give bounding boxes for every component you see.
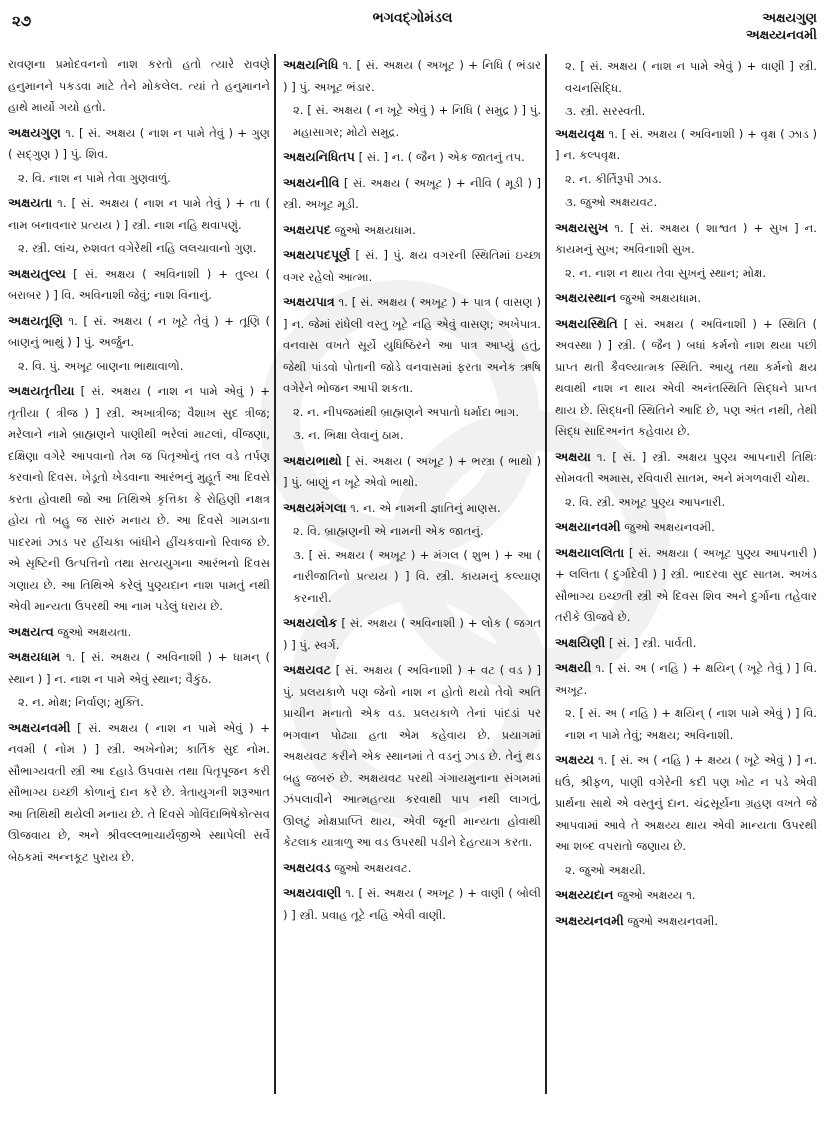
dictionary-entry — [555, 217, 817, 285]
headword: અક્ષયતૃતીયા — [8, 383, 75, 398]
sense-text: [ સં. અક્ષય ( નાશ ન પામે એવું ) + તૃતીયા ( ત્રીજ ) ] સ્ત્રી. અખાત્રીજ; વૈશાખ સુદ ત્રીજ; મરેલાને નામે બ્રાહ્મણને પાણીથી ભરેલાં માટલાં, વીંજણા, દક્ષિણા વગેરે આપવાનો તેમ જ પિતૃઓનું તલ વડે તર્પણ કરવાનો દિવસ. ખેડૂતો ખેડવાના આરંભનું મુહૂર્ત આ દિવસે કરતા હોવાથી જો આ તિથિએ કૃત્તિકા કે રોહિણી નક્ષત્ર હોય તો બહુ જ સારું મનાય છે. આ દિવસે ગામડાના પાદરમાં ઝાડ પર હીંચકા બાંધીને હીંચકવાનો રિવાજ છે. એ સૃષ્ટિની ઉત્પત્તિનો તથા સત્યયુગના આરંભનો દિવસ ગણાય છે. આ તિથિએ કરેલું પુણ્યદાન નાશ પામતું નથી એવી માન્યતા ઉપરથી આ નામ પડેલું ધરાય છે. — [8, 384, 270, 613]
headword: અક્ષયાનવમી — [555, 519, 621, 534]
headword: અક્ષયિણી — [555, 634, 606, 650]
sense-text: ૧. [ સં. અક્ષય ( ન ખૂટે તેવું ) + તૂણિ ( બાણનું ભાથું ) ] પું. અર્જુન. — [8, 313, 270, 349]
sense-text: જુઓ અક્ષયધામ. — [334, 222, 416, 237]
dictionary-entry — [555, 632, 817, 655]
dictionary-entry — [8, 621, 270, 644]
headword: અક્ષયાલલિતા — [555, 544, 625, 560]
column-divider — [545, 54, 547, 1094]
dictionary-entry — [283, 497, 541, 610]
guide-word-first: અક્ષયગુણ — [762, 11, 817, 26]
continuation-text: રાવણના પ્રમોદવનનો નાશ કરતો હતો ત્યારે રાવણે હનુમાનને પકડવા માટે તેને મોકલેલ. ત્યાં તે હનુમાનને હાથે માર્યો ગયો હતો. — [8, 57, 270, 114]
sense-text: ૨. ન. નાશ ન થાય તેવા સુખનું સ્થાન; મોક્ષ. — [565, 265, 767, 280]
sense-text: [ સં. અક્ષય ( નાશ ન પામે એવું ) + નવમી ( નોમ ) ] સ્ત્રી. અખેનોમ; કાર્તિક સુદ નોમ. સૌભાગ્યવતી સ્ત્રી આ દહાડે ઉપવાસ તથા પિતૃપૂજન કરી સૌભાગ્ય ઇચ્છી કોળાનું દાન કરે છે. ત્રેતાયુગની શરૂઆત આ તિથિથી થયેલી મનાય છે. તે દિવસે ગોવિંદાભિષેકોત્સવ ઊજવાય છે, અને શ્રીવલ્લભાચાર્યજીએ સ્થાપેલી સર્વે બેઠકમાં અન્નકૂટ પુરાય છે. — [8, 720, 271, 864]
sense-text: [ સં. અક્ષય ( અવિનાશી ) + તુલ્ય ( બરાબર ) ] વિ. અવિનાશી જેવું; નાશ વિનાનું. — [8, 266, 270, 302]
headword: અક્ષયનવમી — [8, 719, 71, 735]
dictionary-entry — [8, 717, 270, 869]
sense-text: [ સં. અક્ષય ( અવિનાશી ) + લોક ( જગત ) ] પું. સ્વર્ગ. — [283, 616, 542, 652]
dictionary-entry — [8, 263, 270, 307]
dictionary-entry — [555, 657, 817, 746]
dictionary-entry — [555, 884, 817, 907]
headword: અક્ષયસ્થાન — [555, 290, 617, 305]
sense-text: જુઓ અક્ષયવટ. — [334, 860, 412, 875]
continuation-senses — [555, 56, 817, 123]
sense-text: ૧. [ સં. અક્ષય ( અખૂટ ) + નિધિ ( ભંડાર ) ] પું. અખૂટ ભંડાર. — [283, 58, 541, 94]
sense-text: [ સં. ] સ્ત્રી. પાર્વતી. — [608, 635, 697, 650]
dictionary-entry — [283, 244, 541, 288]
dictionary-entry — [555, 516, 817, 539]
headword: અક્ષયપાત્ર — [283, 294, 335, 309]
headword: અક્ષયવૃક્ષ — [555, 125, 605, 141]
headword: અક્ષયતુલ્ય — [8, 265, 66, 281]
headword: અક્ષયી — [555, 660, 592, 675]
sense-text: [ સં. અક્ષયા ( અખૂટ પુણ્ય આપનારી ) + લલિતા ( દુર્ગાદેવી ) ] સ્ત્રી. ભાદરવા સુદ સાતમ. અખંડ સૌભાગ્ય ઇચ્છતી સ્ત્રી એ દિવસ શિવ અને દુર્ગાના તહેવાર તરીકે ઊજવે છે. — [555, 545, 817, 624]
column-divider — [274, 54, 276, 1094]
sense-text: ૨. [ સં. અક્ષય ( ન ખૂટે એવું ) + નિધિ ( સમુદ્ર ) ] પું. મહાસાગર; મોટો સમુદ્ર. — [293, 103, 541, 139]
sense-text: ૩. સ્ત્રી. સરસ્વતી. — [565, 104, 646, 118]
sense-text: ૧. [ સં. અક્ષય ( શાશ્વત ) + સુખ ] ન. કાયમનું સુખ; અવિનાશી સુખ. — [555, 220, 817, 256]
sense-text: ૨. જુઓ અક્ષયી. — [565, 862, 646, 877]
headword: અક્ષયગુણ — [8, 124, 61, 140]
dictionary-entry — [283, 882, 541, 926]
headword: અક્ષયભાથો — [283, 452, 342, 468]
headword: અક્ષયનિધિતપ — [283, 149, 355, 164]
headword: અક્ષયપદપૂર્ણ — [283, 247, 351, 262]
headword: અક્ષય્યદાન — [555, 887, 614, 902]
sense-text: [ સં. અક્ષય ( અવિનાશી ) + સ્થિતિ ( અવસ્થા ) ] સ્ત્રી. ( જૈન ) બધાં કર્મનો નાશ થયા પછી પ્રાપ્ત થતી કૈવલ્યાત્મક સ્થિતિ. આયુ તથા કર્મનો ક્ષય થવાથી નાશ ન થાય એવી અનંતસ્થિતિ સિદ્ધને પ્રાપ્ત થાય છે. સિદ્ધની સ્થિતિને આદિ છે, પણ અંત નથી, તેથી સિદ્ધ સાદિઅનંત કહેવાય છે. — [555, 316, 817, 438]
sense-text: ૧. [ સં. અ ( નહિ ) + ક્ષયિન્ ( ખૂટે તેવું ) ] વિ. અખૂટ. — [555, 661, 818, 697]
dictionary-entry — [8, 192, 270, 260]
dictionary-entry — [283, 219, 541, 242]
headword: અક્ષય્યનવમી — [555, 912, 624, 928]
headword: અક્ષયત્વ — [8, 623, 54, 639]
running-title: ભગવદ્ગોમંડલ — [372, 10, 453, 26]
sense-text: ૩. [ સં. અક્ષય ( અખૂટ ) + મંગલ ( શુભ ) + આ ( નારીજાતિનો પ્રત્યય ) ] વિ. સ્ત્રી. કાયમનું કલ્યાણ કરનારી. — [293, 547, 541, 605]
sense-text: ૧. ન. એ નામની જ્ઞાતિનું માણસ. — [350, 500, 501, 515]
headword: અક્ષયા — [555, 448, 591, 464]
page-header — [0, 0, 825, 50]
page-number: ૨૭ — [12, 12, 32, 30]
sense-text: જુઓ અક્ષયધામ. — [619, 291, 702, 305]
sense-text: ૨. ન. કીર્તિરૂપી ઝાડ. — [565, 171, 662, 186]
headword: અક્ષયનિધિ — [283, 57, 339, 72]
dictionary-entry — [555, 123, 817, 214]
headword: અક્ષયવાણી — [283, 885, 342, 900]
sense-text: ૧. [ સં. અ ( નહિ ) + ક્ષય્ય ( ખૂટે એવું ) ] ન. ધઉં, શ્રીફળ, પાણી વગેરેની કદી પણ ખોટ ન પડે એવી પ્રાર્થના સાથે એ વસ્તુનું દાન. ચંદ્રસૂર્યના ગ્રહણ વખતે જે આપવામાં આવે તે અક્ષય્ય થાય એવી માન્યતા ઉપરથી આ શબ્દ વપરાતો જણાય છે. — [555, 753, 817, 853]
dictionary-entry — [283, 54, 541, 143]
sense-text: ૧. [ સં. ] સ્ત્રી. અક્ષય પુણ્ય આપનારી તિથિઃ સોમવતી અમાસ, રવિવારી સાતમ, અને મંગળવારી ચોથ. — [555, 449, 818, 485]
dictionary-entry — [555, 542, 817, 629]
dictionary-entry — [283, 172, 541, 216]
dictionary-entry — [555, 749, 817, 881]
column-3 — [555, 54, 817, 935]
headword: અક્ષયપદ — [283, 221, 331, 237]
dictionary-columns — [0, 54, 825, 1114]
headword: અક્ષયતૂણિ — [8, 312, 63, 328]
headword: અક્ષય્ય — [555, 752, 595, 767]
column-1 — [8, 54, 270, 871]
sense-text: [ સં. ] પું. ક્ષય વગરની સ્થિતિમાં ઇચ્છા વગર રહેલો આત્મા. — [283, 248, 542, 284]
guide-word-last: અક્ષય્યનવમી — [746, 28, 817, 43]
dictionary-entry — [283, 857, 541, 880]
sense-text: ૨. સ્ત્રી. લાંચ, રુશવત વગેરેથી નહિ લલચાવાનો ગુણ. — [18, 241, 257, 255]
sense-text: ૨. [ સં. અક્ષય ( નાશ ન પામે એવું ) + વાણી ] સ્ત્રી. વચનસિદ્ધિ. — [565, 59, 817, 95]
sense-text: જુઓ અક્ષય્ય ૧. — [617, 888, 696, 902]
sense-text: ૧. [ સં. અક્ષય ( નાશ ન પામે તેવું ) + ગુણ ( સદ્ગુણ ) ] પું. શિવ. — [8, 125, 270, 161]
sense-text: જુઓ અક્ષયનવમી. — [624, 520, 715, 534]
headword: અક્ષયતા — [8, 195, 53, 210]
headword: અક્ષયવડ — [283, 859, 331, 875]
sense-text: ૧. [ સં. અક્ષય ( અવિનાશી ) + ધામન્ ( સ્થાન ) ] ન. નાશ ન પામે એવું સ્થાન; વૈકુંઠ. — [8, 650, 271, 686]
dictionary-entry — [283, 659, 541, 854]
sense-text: ૧. [ સં. અક્ષય ( નાશ ન પામે તેવું ) + તા ( નામ બનાવનાર પ્રત્યય ) ] સ્ત્રી. નાશ નહિ થવાપણું. — [8, 196, 270, 232]
dictionary-entry — [8, 646, 270, 714]
headword: અક્ષયલોક — [283, 615, 338, 630]
sense-text: ૨. ન. મોક્ષ; નિર્વાણ; મુક્તિ. — [18, 695, 144, 709]
sense-text: ૩. જુઓ અક્ષયવટ. — [565, 195, 658, 209]
dictionary-entry — [8, 122, 270, 190]
column-2 — [283, 54, 541, 929]
headword: અક્ષયસ્થિતિ — [555, 315, 618, 331]
sense-text: ૨. વિ. નાશ ન પામે તેવા ગુણવાળું. — [18, 170, 171, 185]
guide-words — [746, 10, 817, 44]
dictionary-entry — [283, 450, 541, 494]
sense-text: [ સં. અક્ષય ( અખૂટ ) + નીવિ ( મૂડી ) ] સ્ત્રી. અખૂટ મૂડી. — [283, 175, 541, 211]
sense-text: [ સં. અક્ષય ( અખૂટ ) + ભસ્ત્રા ( ભાથો ) ] પું. બાણું ન ખૂટે એવો ભાથો. — [283, 453, 541, 489]
sense-text: ૧. [ સં. અક્ષય ( અવિનાશી ) + વૃક્ષ ( ઝાડ ) ] ન. કલ્પવૃક્ષ. — [555, 126, 818, 162]
dictionary-entry — [555, 287, 817, 310]
dictionary-entry — [555, 910, 817, 933]
sense-text: ૨. વિ. બ્રાહ્મણની એ નામની એક જાતનું. — [293, 524, 484, 538]
headword: અક્ષયસુખ — [555, 219, 609, 235]
sense-text: [ સં. ] ન. ( જૈન ) એક જાતનું તપ. — [358, 150, 525, 164]
sense-text: જુઓ અક્ષયનવમી. — [627, 913, 719, 928]
sense-text: જુઓ અક્ષયતા. — [57, 624, 132, 639]
sense-text: ૨. વિ. પું. અખૂટ બાણના ભાથાવાળો. — [18, 358, 184, 373]
dictionary-entry — [8, 380, 270, 618]
headword: અક્ષયધામ — [8, 649, 61, 664]
sense-text: ૧. [ સં. અક્ષય ( અખૂટ ) + વાણી ( બોલી ) ] સ્ત્રી. પ્રવાહ તૂટે નહિ એવી વાણી. — [283, 886, 541, 922]
sense-text: ૨. વિ. સ્ત્રી. અખૂટ પુણ્ય આપનારી. — [565, 494, 726, 509]
sense-text: ૩. ન. ભિક્ષા લેવાનું ઠામ. — [293, 428, 404, 442]
dictionary-entry — [283, 612, 541, 656]
headword: અક્ષયમંગલા — [283, 499, 347, 515]
dictionary-entry — [555, 313, 817, 443]
headword: અક્ષયવટ — [283, 662, 331, 677]
dictionary-entry — [8, 310, 270, 378]
dictionary-entry — [283, 291, 541, 447]
sense-text: ૨. [ સં. અ ( નહિ ) + ક્ષયિન્ ( નાશ પામે એવું ) ] વિ. નાશ ન પામે તેવું; અક્ષય; અવિનાશી. — [565, 706, 817, 742]
headword: અક્ષયનીવિ — [283, 174, 340, 190]
sense-text: [ સં. અક્ષય ( અવિનાશી ) + વટ ( વડ ) ] પું. પ્રલયકાળે પણ જેનો નાશ ન હોતો થયો તેવો અતિ પ્રાચીન મનાતો એક વડ. પ્રલયકાળે તેનાં પાંદડાં પર ભગવાન પોઢ્યા હતા એમ કહેવાય છે. પ્રયાગમાં અક્ષયવટ કરીને એક સ્થાનમાં તે વડનું ઝાડ છે. તેનું થડ બહુ જબરું છે. અક્ષયવટ પરથી ગંગાયમુનાના સંગમમાં ઝંપલાવીને આત્મહત્યા કરવાથી પાપ નથી લાગતું, ઊલટું મોક્ષપ્રાપ્તિ થાય, એવી જૂની માન્યતા હોવાથી કેટલાક યાત્રાળુ આ વડ ઉપરથી પડીને દેહત્યાગ કરતા. — [283, 663, 542, 849]
sense-text: ૨. ન. નીપજમાંથી બ્રાહ્મણને અપાતો ધર્માદા ભાગ. — [293, 404, 520, 419]
dictionary-entry — [555, 446, 817, 514]
dictionary-entry — [283, 146, 541, 169]
sense-text: ૧. [ સં. અક્ષય ( અખૂટ ) + પાત્ર ( વાસણ ) ] ન. જેમાં રાંધેલી વસ્તુ ખૂટે નહિ એવું વાસણ; અખેપાત્ર. વનવાસ વખતે સૂર્યે યુધિષ્ઠિરને આ પાત્ર આપ્યું હતું, જેથી પાંડવો પોતાની જોડે વનવાસમાં ફરતા અનેક ઋષિ વગેરેને ભોજન આપી શકતા. — [283, 295, 542, 395]
